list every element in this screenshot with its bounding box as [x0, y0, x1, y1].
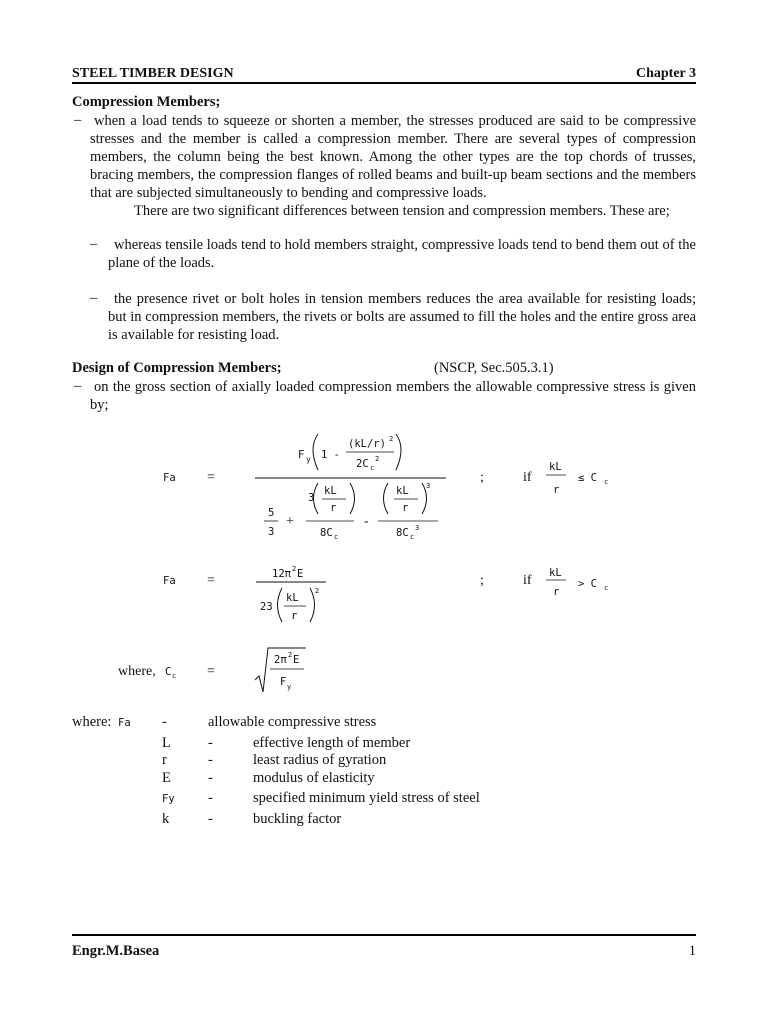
fa1-three: 3: [268, 526, 275, 538]
def-dash: -: [208, 770, 213, 786]
fa1-fy-sub: y: [306, 455, 311, 464]
fa1-cond-c: c: [604, 478, 609, 486]
fa1-if: if: [523, 470, 532, 485]
fa1-cond-op: ≤ C: [578, 472, 597, 484]
footer-rule: [72, 934, 696, 936]
def-text: allowable compressive stress: [208, 714, 377, 730]
page-number: 1: [688, 943, 696, 959]
fa1-den-paren-l2: [384, 483, 389, 514]
fa1-2cc: 2C: [356, 458, 369, 470]
fa2-num-sq: 2: [292, 565, 297, 573]
fa1-den-cube: 3: [426, 482, 431, 490]
cc-num: 2π: [274, 654, 287, 666]
bullet-dash: –: [90, 236, 98, 252]
definitions-label: where:: [72, 714, 112, 730]
def-text: least radius of gyration: [253, 752, 387, 768]
fa1-klr-sq: 2: [389, 435, 394, 443]
fa1-five: 5: [268, 507, 275, 519]
def-symbol: Fy: [162, 793, 175, 805]
fa1-fy: F: [298, 449, 305, 461]
paragraph-design: on the gross section of axially loaded compression members the allowable compressive stress is given by;: [90, 379, 696, 413]
fa1-plus: +: [286, 514, 294, 529]
bullet-dash: –: [90, 290, 98, 306]
fa1-den-paren-r1: [350, 483, 355, 514]
cc-num-sq: 2: [288, 651, 293, 659]
fa2-kl: kL: [286, 592, 299, 604]
def-symbol: L: [162, 735, 171, 751]
def-symbol: E: [162, 770, 171, 786]
difference-item-2: the presence rivet or bolt holes in tension members reduces the area available for resisting loads; but in compression members, the rivets or bolts are assumed to fill the holes and the entire gross area is available for resisting load.: [108, 291, 696, 343]
fa1-one-minus: 1 -: [321, 449, 340, 461]
fa2-cond-c: c: [604, 584, 609, 592]
fa1-2cc-sub: c: [370, 464, 375, 472]
cc-den-sub: y: [287, 683, 292, 691]
fa1-2cc-sq: 2: [375, 455, 380, 463]
def-symbol: Fa: [118, 717, 131, 729]
header-title: STEEL TIMBER DESIGN: [72, 66, 234, 81]
fa2-cond-r: r: [553, 586, 560, 598]
fa1-paren-right: [396, 434, 401, 470]
fa1-lhs: Fa: [163, 472, 176, 484]
fa1-semicolon: ;: [480, 470, 484, 485]
formula-cc: [118, 648, 306, 692]
fa2-cond-kl: kL: [549, 567, 562, 579]
def-text: specified minimum yield stress of steel: [253, 790, 480, 806]
fa2-if: if: [523, 573, 532, 588]
section-heading-compression: Compression Members;: [72, 94, 221, 110]
fa2-paren-r: [310, 588, 315, 622]
fa2-r: r: [291, 610, 298, 622]
cc-num-e: E: [293, 654, 300, 666]
fa2-lhs: Fa: [163, 575, 176, 587]
header-chapter: Chapter 3: [635, 66, 696, 81]
fa2-paren-l: [278, 588, 283, 622]
fa1-paren-left: [313, 434, 318, 470]
fa2-num-e: E: [297, 568, 304, 580]
def-text: modulus of elasticity: [253, 770, 375, 786]
def-text: effective length of member: [253, 735, 411, 751]
cc-lhs-sub: c: [172, 672, 177, 680]
fa2-semicolon: ;: [480, 573, 484, 588]
cc-eq: =: [207, 664, 215, 679]
def-dash: -: [208, 811, 213, 827]
fa1-cond-r: r: [553, 484, 560, 496]
formula-fa-inelastic: [163, 434, 608, 541]
difference-item-1: whereas tensile loads tend to hold members straight, compressive loads tend to bend them out of the plane of the loads.: [108, 237, 696, 271]
code-reference: (NSCP, Sec.505.3.1): [434, 360, 554, 376]
fa1-8cc1-sub: c: [334, 533, 339, 541]
footer-author: Engr.M.Basea: [72, 943, 160, 959]
cc-lhs: C: [165, 666, 172, 678]
def-symbol: r: [162, 752, 167, 768]
section-heading-design: Design of Compression Members;: [72, 360, 282, 376]
fa1-den-kl1: kL: [324, 485, 337, 497]
fa1-8cc2-cube: 3: [415, 524, 420, 532]
bullet-dash: –: [74, 112, 82, 128]
fa1-den-r1: r: [330, 502, 337, 514]
fa2-num: 12π: [272, 568, 291, 580]
fa1-8cc2-sub: c: [410, 533, 415, 541]
fa1-eq: =: [207, 470, 215, 485]
paragraph-differences: There are two significant differences between tension and compression members. These are;: [134, 203, 670, 219]
fa2-den-coef: 23: [260, 601, 273, 613]
def-dash: -: [208, 790, 213, 806]
fa1-8cc2: 8C: [396, 527, 409, 539]
cc-den: F: [280, 676, 287, 688]
formula-fa-elastic: [163, 565, 608, 622]
def-symbol: k: [162, 811, 170, 827]
def-dash: -: [208, 735, 213, 751]
bullet-dash: –: [74, 378, 82, 394]
fa2-sq: 2: [315, 587, 320, 595]
fa1-den-r2: r: [402, 502, 409, 514]
fa1-minus: -: [364, 514, 369, 529]
cc-where: where,: [118, 664, 156, 679]
fa2-cond-op: > C: [578, 578, 597, 590]
paragraph-intro: when a load tends to squeeze or shorten a member, the stresses produced are said to be compressive stresses and the member is called a compression member. There are several types of compression members, the column being the best known. Among the other types are the top chords of trusses, bracing members, the compression flanges of rolled beams and built-up beam sections and the members that are subjected simultaneously to bending and compressive loads.: [90, 113, 696, 201]
fa1-den-kl2: kL: [396, 485, 409, 497]
def-text: buckling factor: [253, 811, 342, 827]
fa1-three-coef: 3: [308, 492, 315, 504]
fa1-cond-kl: kL: [549, 461, 562, 473]
fa1-klr: (kL/r): [348, 438, 386, 450]
fa2-eq: =: [207, 573, 215, 588]
def-dash: -: [162, 714, 167, 730]
def-dash: -: [208, 752, 213, 768]
fa1-8cc1: 8C: [320, 527, 333, 539]
